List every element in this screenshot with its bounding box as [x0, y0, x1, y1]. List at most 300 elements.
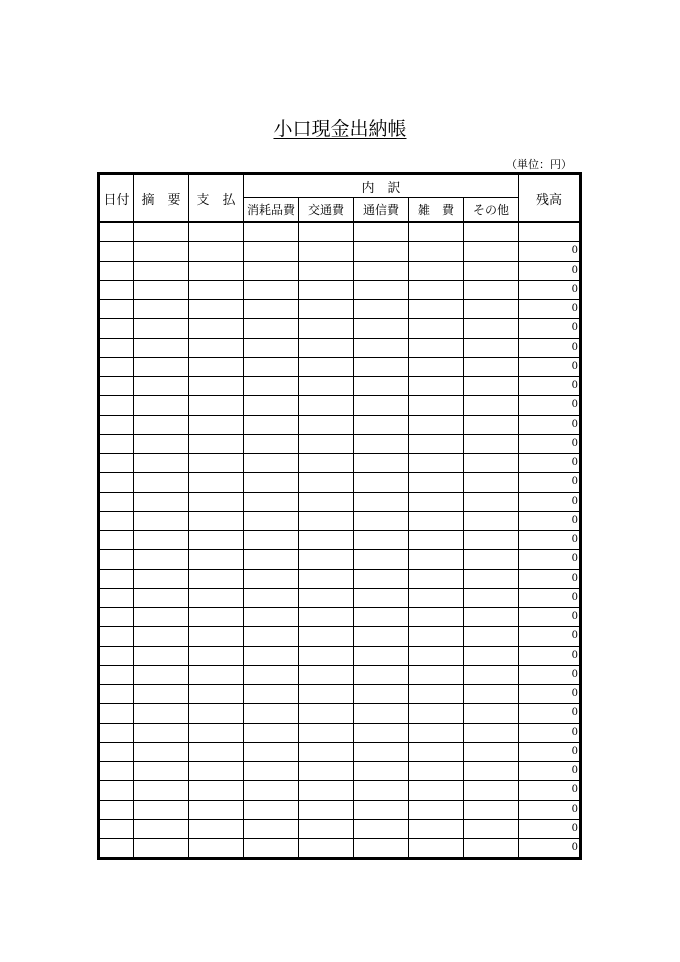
date-cell[interactable]: [99, 800, 134, 819]
other-cell[interactable]: [464, 685, 519, 704]
payment-cell[interactable]: [189, 300, 244, 319]
transportation-cell[interactable]: [299, 819, 354, 838]
communication-cell[interactable]: [354, 319, 409, 338]
date-cell[interactable]: [99, 839, 134, 859]
communication-cell[interactable]: [354, 261, 409, 280]
payment-cell[interactable]: [189, 685, 244, 704]
balance-cell: 0: [519, 665, 581, 684]
consumables-cell[interactable]: [244, 723, 299, 742]
other-cell[interactable]: [464, 646, 519, 665]
payment-cell[interactable]: [189, 377, 244, 396]
communication-cell[interactable]: [354, 762, 409, 781]
payment-cell[interactable]: [189, 762, 244, 781]
date-cell[interactable]: [99, 377, 134, 396]
date-cell[interactable]: [99, 627, 134, 646]
communication-cell[interactable]: [354, 280, 409, 299]
date-cell[interactable]: [99, 222, 134, 242]
miscellaneous-cell[interactable]: [409, 627, 464, 646]
consumables-cell[interactable]: [244, 704, 299, 723]
other-cell[interactable]: [464, 704, 519, 723]
other-cell[interactable]: [464, 357, 519, 376]
date-cell[interactable]: [99, 300, 134, 319]
header-date: 日付: [99, 174, 134, 223]
consumables-cell[interactable]: [244, 819, 299, 838]
header-miscellaneous: 雑 費: [409, 198, 464, 223]
summary-cell[interactable]: [134, 762, 189, 781]
transportation-cell[interactable]: [299, 511, 354, 530]
consumables-cell[interactable]: [244, 685, 299, 704]
communication-cell[interactable]: [354, 569, 409, 588]
date-cell[interactable]: [99, 473, 134, 492]
other-cell[interactable]: [464, 280, 519, 299]
communication-cell[interactable]: [354, 415, 409, 434]
transportation-cell[interactable]: [299, 338, 354, 357]
consumables-cell[interactable]: [244, 569, 299, 588]
table-row: [99, 492, 581, 511]
transportation-cell[interactable]: [299, 800, 354, 819]
transportation-cell[interactable]: [299, 473, 354, 492]
consumables-cell[interactable]: [244, 665, 299, 684]
miscellaneous-cell[interactable]: [409, 473, 464, 492]
miscellaneous-cell[interactable]: [409, 685, 464, 704]
consumables-cell[interactable]: [244, 222, 299, 242]
date-cell[interactable]: [99, 762, 134, 781]
payment-cell[interactable]: [189, 608, 244, 627]
communication-cell[interactable]: [354, 396, 409, 415]
consumables-cell[interactable]: [244, 357, 299, 376]
miscellaneous-cell[interactable]: [409, 531, 464, 550]
payment-cell[interactable]: [189, 588, 244, 607]
miscellaneous-cell[interactable]: [409, 338, 464, 357]
date-cell[interactable]: [99, 569, 134, 588]
transportation-cell[interactable]: [299, 685, 354, 704]
payment-cell[interactable]: [189, 665, 244, 684]
table-row: [99, 434, 581, 453]
miscellaneous-cell[interactable]: [409, 839, 464, 859]
miscellaneous-cell[interactable]: [409, 704, 464, 723]
other-cell[interactable]: [464, 608, 519, 627]
balance-cell: 0: [519, 531, 581, 550]
transportation-cell[interactable]: [299, 627, 354, 646]
transportation-cell[interactable]: [299, 454, 354, 473]
summary-cell[interactable]: [134, 608, 189, 627]
summary-cell[interactable]: [134, 723, 189, 742]
table-row: [99, 511, 581, 530]
table-row: [99, 357, 581, 376]
summary-cell[interactable]: [134, 704, 189, 723]
other-cell[interactable]: [464, 492, 519, 511]
transportation-cell[interactable]: [299, 588, 354, 607]
summary-cell[interactable]: [134, 357, 189, 376]
consumables-cell[interactable]: [244, 646, 299, 665]
summary-cell[interactable]: [134, 454, 189, 473]
table-row: [99, 300, 581, 319]
balance-cell: 0: [519, 454, 581, 473]
miscellaneous-cell[interactable]: [409, 280, 464, 299]
summary-cell[interactable]: [134, 415, 189, 434]
communication-cell[interactable]: [354, 781, 409, 800]
miscellaneous-cell[interactable]: [409, 588, 464, 607]
other-cell[interactable]: [464, 377, 519, 396]
miscellaneous-cell[interactable]: [409, 242, 464, 261]
summary-cell[interactable]: [134, 434, 189, 453]
transportation-cell[interactable]: [299, 762, 354, 781]
consumables-cell[interactable]: [244, 762, 299, 781]
consumables-cell[interactable]: [244, 473, 299, 492]
consumables-cell[interactable]: [244, 396, 299, 415]
payment-cell[interactable]: [189, 357, 244, 376]
miscellaneous-cell[interactable]: [409, 665, 464, 684]
other-cell[interactable]: [464, 723, 519, 742]
date-cell[interactable]: [99, 588, 134, 607]
transportation-cell[interactable]: [299, 261, 354, 280]
transportation-cell[interactable]: [299, 377, 354, 396]
date-cell[interactable]: [99, 396, 134, 415]
consumables-cell[interactable]: [244, 319, 299, 338]
communication-cell[interactable]: [354, 473, 409, 492]
balance-cell: 0: [519, 261, 581, 280]
balance-cell: 0: [519, 511, 581, 530]
other-cell[interactable]: [464, 473, 519, 492]
date-cell[interactable]: [99, 242, 134, 261]
transportation-cell[interactable]: [299, 839, 354, 859]
consumables-cell[interactable]: [244, 511, 299, 530]
balance-cell: 0: [519, 434, 581, 453]
transportation-cell[interactable]: [299, 569, 354, 588]
date-cell[interactable]: [99, 319, 134, 338]
payment-cell[interactable]: [189, 819, 244, 838]
payment-cell[interactable]: [189, 261, 244, 280]
communication-cell[interactable]: [354, 511, 409, 530]
summary-cell[interactable]: [134, 242, 189, 261]
miscellaneous-cell[interactable]: [409, 222, 464, 242]
summary-cell[interactable]: [134, 492, 189, 511]
date-cell[interactable]: [99, 646, 134, 665]
payment-cell[interactable]: [189, 839, 244, 859]
date-cell[interactable]: [99, 338, 134, 357]
miscellaneous-cell[interactable]: [409, 762, 464, 781]
date-cell[interactable]: [99, 511, 134, 530]
payment-cell[interactable]: [189, 781, 244, 800]
other-cell[interactable]: [464, 588, 519, 607]
date-cell[interactable]: [99, 685, 134, 704]
table-row: [99, 531, 581, 550]
table-row: [99, 319, 581, 338]
transportation-cell[interactable]: [299, 319, 354, 338]
transportation-cell[interactable]: [299, 781, 354, 800]
summary-cell[interactable]: [134, 222, 189, 242]
miscellaneous-cell[interactable]: [409, 569, 464, 588]
communication-cell[interactable]: [354, 800, 409, 819]
other-cell[interactable]: [464, 338, 519, 357]
balance-cell: 0: [519, 781, 581, 800]
consumables-cell[interactable]: [244, 800, 299, 819]
date-cell[interactable]: [99, 742, 134, 761]
consumables-cell[interactable]: [244, 627, 299, 646]
consumables-cell[interactable]: [244, 377, 299, 396]
transportation-cell[interactable]: [299, 531, 354, 550]
date-cell[interactable]: [99, 415, 134, 434]
miscellaneous-cell[interactable]: [409, 261, 464, 280]
summary-cell[interactable]: [134, 646, 189, 665]
communication-cell[interactable]: [354, 627, 409, 646]
payment-cell[interactable]: [189, 742, 244, 761]
miscellaneous-cell[interactable]: [409, 300, 464, 319]
communication-cell[interactable]: [354, 338, 409, 357]
miscellaneous-cell[interactable]: [409, 511, 464, 530]
miscellaneous-cell[interactable]: [409, 434, 464, 453]
transportation-cell[interactable]: [299, 415, 354, 434]
other-cell[interactable]: [464, 569, 519, 588]
other-cell[interactable]: [464, 531, 519, 550]
miscellaneous-cell[interactable]: [409, 781, 464, 800]
transportation-cell[interactable]: [299, 280, 354, 299]
payment-cell[interactable]: [189, 454, 244, 473]
communication-cell[interactable]: [354, 357, 409, 376]
miscellaneous-cell[interactable]: [409, 492, 464, 511]
consumables-cell[interactable]: [244, 492, 299, 511]
summary-cell[interactable]: [134, 473, 189, 492]
consumables-cell[interactable]: [244, 781, 299, 800]
consumables-cell[interactable]: [244, 531, 299, 550]
transportation-cell[interactable]: [299, 704, 354, 723]
transportation-cell[interactable]: [299, 222, 354, 242]
miscellaneous-cell[interactable]: [409, 723, 464, 742]
consumables-cell[interactable]: [244, 415, 299, 434]
other-cell[interactable]: [464, 800, 519, 819]
other-cell[interactable]: [464, 242, 519, 261]
other-cell[interactable]: [464, 222, 519, 242]
summary-cell[interactable]: [134, 627, 189, 646]
summary-cell[interactable]: [134, 800, 189, 819]
communication-cell[interactable]: [354, 222, 409, 242]
miscellaneous-cell[interactable]: [409, 800, 464, 819]
communication-cell[interactable]: [354, 492, 409, 511]
table-row: [99, 704, 581, 723]
date-cell[interactable]: [99, 550, 134, 569]
payment-cell[interactable]: [189, 704, 244, 723]
summary-cell[interactable]: [134, 665, 189, 684]
payment-cell[interactable]: [189, 492, 244, 511]
date-cell[interactable]: [99, 492, 134, 511]
transportation-cell[interactable]: [299, 396, 354, 415]
payment-cell[interactable]: [189, 627, 244, 646]
other-cell[interactable]: [464, 396, 519, 415]
date-cell[interactable]: [99, 665, 134, 684]
summary-cell[interactable]: [134, 280, 189, 299]
summary-cell[interactable]: [134, 300, 189, 319]
transportation-cell[interactable]: [299, 550, 354, 569]
transportation-cell[interactable]: [299, 742, 354, 761]
transportation-cell[interactable]: [299, 434, 354, 453]
other-cell[interactable]: [464, 665, 519, 684]
communication-cell[interactable]: [354, 685, 409, 704]
miscellaneous-cell[interactable]: [409, 319, 464, 338]
miscellaneous-cell[interactable]: [409, 819, 464, 838]
summary-cell[interactable]: [134, 377, 189, 396]
consumables-cell[interactable]: [244, 454, 299, 473]
summary-cell[interactable]: [134, 396, 189, 415]
unit-note: （単位：円）: [506, 158, 572, 171]
balance-cell: 0: [519, 762, 581, 781]
other-cell[interactable]: [464, 550, 519, 569]
table-row: [99, 819, 581, 838]
miscellaneous-cell[interactable]: [409, 377, 464, 396]
miscellaneous-cell[interactable]: [409, 550, 464, 569]
summary-cell[interactable]: [134, 338, 189, 357]
other-cell[interactable]: [464, 454, 519, 473]
communication-cell[interactable]: [354, 742, 409, 761]
consumables-cell[interactable]: [244, 742, 299, 761]
miscellaneous-cell[interactable]: [409, 454, 464, 473]
date-cell[interactable]: [99, 454, 134, 473]
miscellaneous-cell[interactable]: [409, 646, 464, 665]
payment-cell[interactable]: [189, 569, 244, 588]
communication-cell[interactable]: [354, 588, 409, 607]
consumables-cell[interactable]: [244, 550, 299, 569]
transportation-cell[interactable]: [299, 723, 354, 742]
summary-cell[interactable]: [134, 588, 189, 607]
other-cell[interactable]: [464, 415, 519, 434]
communication-cell[interactable]: [354, 723, 409, 742]
date-cell[interactable]: [99, 723, 134, 742]
transportation-cell[interactable]: [299, 665, 354, 684]
communication-cell[interactable]: [354, 646, 409, 665]
communication-cell[interactable]: [354, 608, 409, 627]
communication-cell[interactable]: [354, 300, 409, 319]
other-cell[interactable]: [464, 511, 519, 530]
summary-cell[interactable]: [134, 781, 189, 800]
other-cell[interactable]: [464, 627, 519, 646]
transportation-cell[interactable]: [299, 646, 354, 665]
summary-cell[interactable]: [134, 550, 189, 569]
header-consumables: 消耗品費: [244, 198, 299, 223]
date-cell[interactable]: [99, 261, 134, 280]
summary-cell[interactable]: [134, 685, 189, 704]
table-row: [99, 338, 581, 357]
miscellaneous-cell[interactable]: [409, 415, 464, 434]
payment-cell[interactable]: [189, 415, 244, 434]
other-cell[interactable]: [464, 434, 519, 453]
payment-cell[interactable]: [189, 222, 244, 242]
payment-cell[interactable]: [189, 319, 244, 338]
balance-cell: 0: [519, 723, 581, 742]
consumables-cell[interactable]: [244, 261, 299, 280]
table-row: [99, 762, 581, 781]
communication-cell[interactable]: [354, 454, 409, 473]
summary-cell[interactable]: [134, 261, 189, 280]
other-cell[interactable]: [464, 261, 519, 280]
payment-cell[interactable]: [189, 242, 244, 261]
balance-cell: 0: [519, 550, 581, 569]
communication-cell[interactable]: [354, 839, 409, 859]
table-row: [99, 222, 581, 242]
summary-cell[interactable]: [134, 839, 189, 859]
balance-cell: 0: [519, 588, 581, 607]
date-cell[interactable]: [99, 819, 134, 838]
other-cell[interactable]: [464, 762, 519, 781]
miscellaneous-cell[interactable]: [409, 396, 464, 415]
transportation-cell[interactable]: [299, 492, 354, 511]
date-cell[interactable]: [99, 531, 134, 550]
balance-cell: 0: [519, 569, 581, 588]
summary-cell[interactable]: [134, 531, 189, 550]
summary-cell[interactable]: [134, 511, 189, 530]
other-cell[interactable]: [464, 839, 519, 859]
page-title-text: 小口現金出納帳: [273, 118, 407, 140]
communication-cell[interactable]: [354, 377, 409, 396]
payment-cell[interactable]: [189, 280, 244, 299]
consumables-cell[interactable]: [244, 608, 299, 627]
payment-cell[interactable]: [189, 646, 244, 665]
communication-cell[interactable]: [354, 434, 409, 453]
miscellaneous-cell[interactable]: [409, 742, 464, 761]
transportation-cell[interactable]: [299, 608, 354, 627]
consumables-cell[interactable]: [244, 588, 299, 607]
date-cell[interactable]: [99, 280, 134, 299]
summary-cell[interactable]: [134, 569, 189, 588]
other-cell[interactable]: [464, 781, 519, 800]
date-cell[interactable]: [99, 781, 134, 800]
balance-cell: 0: [519, 300, 581, 319]
miscellaneous-cell[interactable]: [409, 357, 464, 376]
consumables-cell[interactable]: [244, 300, 299, 319]
balance-cell: 0: [519, 839, 581, 859]
consumables-cell[interactable]: [244, 434, 299, 453]
payment-cell[interactable]: [189, 338, 244, 357]
date-cell[interactable]: [99, 608, 134, 627]
payment-cell[interactable]: [189, 434, 244, 453]
payment-cell[interactable]: [189, 511, 244, 530]
consumables-cell[interactable]: [244, 280, 299, 299]
consumables-cell[interactable]: [244, 839, 299, 859]
header-communication: 通信費: [354, 198, 409, 223]
transportation-cell[interactable]: [299, 357, 354, 376]
payment-cell[interactable]: [189, 800, 244, 819]
payment-cell[interactable]: [189, 473, 244, 492]
header-breakdown: 内 訳: [244, 174, 519, 198]
communication-cell[interactable]: [354, 242, 409, 261]
table-row: [99, 261, 581, 280]
communication-cell[interactable]: [354, 531, 409, 550]
other-cell[interactable]: [464, 319, 519, 338]
summary-cell[interactable]: [134, 319, 189, 338]
communication-cell[interactable]: [354, 550, 409, 569]
date-cell[interactable]: [99, 357, 134, 376]
date-cell[interactable]: [99, 704, 134, 723]
payment-cell[interactable]: [189, 396, 244, 415]
summary-cell[interactable]: [134, 742, 189, 761]
other-cell[interactable]: [464, 300, 519, 319]
consumables-cell[interactable]: [244, 242, 299, 261]
payment-cell[interactable]: [189, 531, 244, 550]
other-cell[interactable]: [464, 819, 519, 838]
summary-cell[interactable]: [134, 819, 189, 838]
consumables-cell[interactable]: [244, 338, 299, 357]
communication-cell[interactable]: [354, 704, 409, 723]
transportation-cell[interactable]: [299, 242, 354, 261]
balance-cell: 0: [519, 492, 581, 511]
communication-cell[interactable]: [354, 665, 409, 684]
date-cell[interactable]: [99, 434, 134, 453]
transportation-cell[interactable]: [299, 300, 354, 319]
payment-cell[interactable]: [189, 550, 244, 569]
payment-cell[interactable]: [189, 723, 244, 742]
balance-cell: 0: [519, 627, 581, 646]
communication-cell[interactable]: [354, 819, 409, 838]
other-cell[interactable]: [464, 742, 519, 761]
miscellaneous-cell[interactable]: [409, 608, 464, 627]
